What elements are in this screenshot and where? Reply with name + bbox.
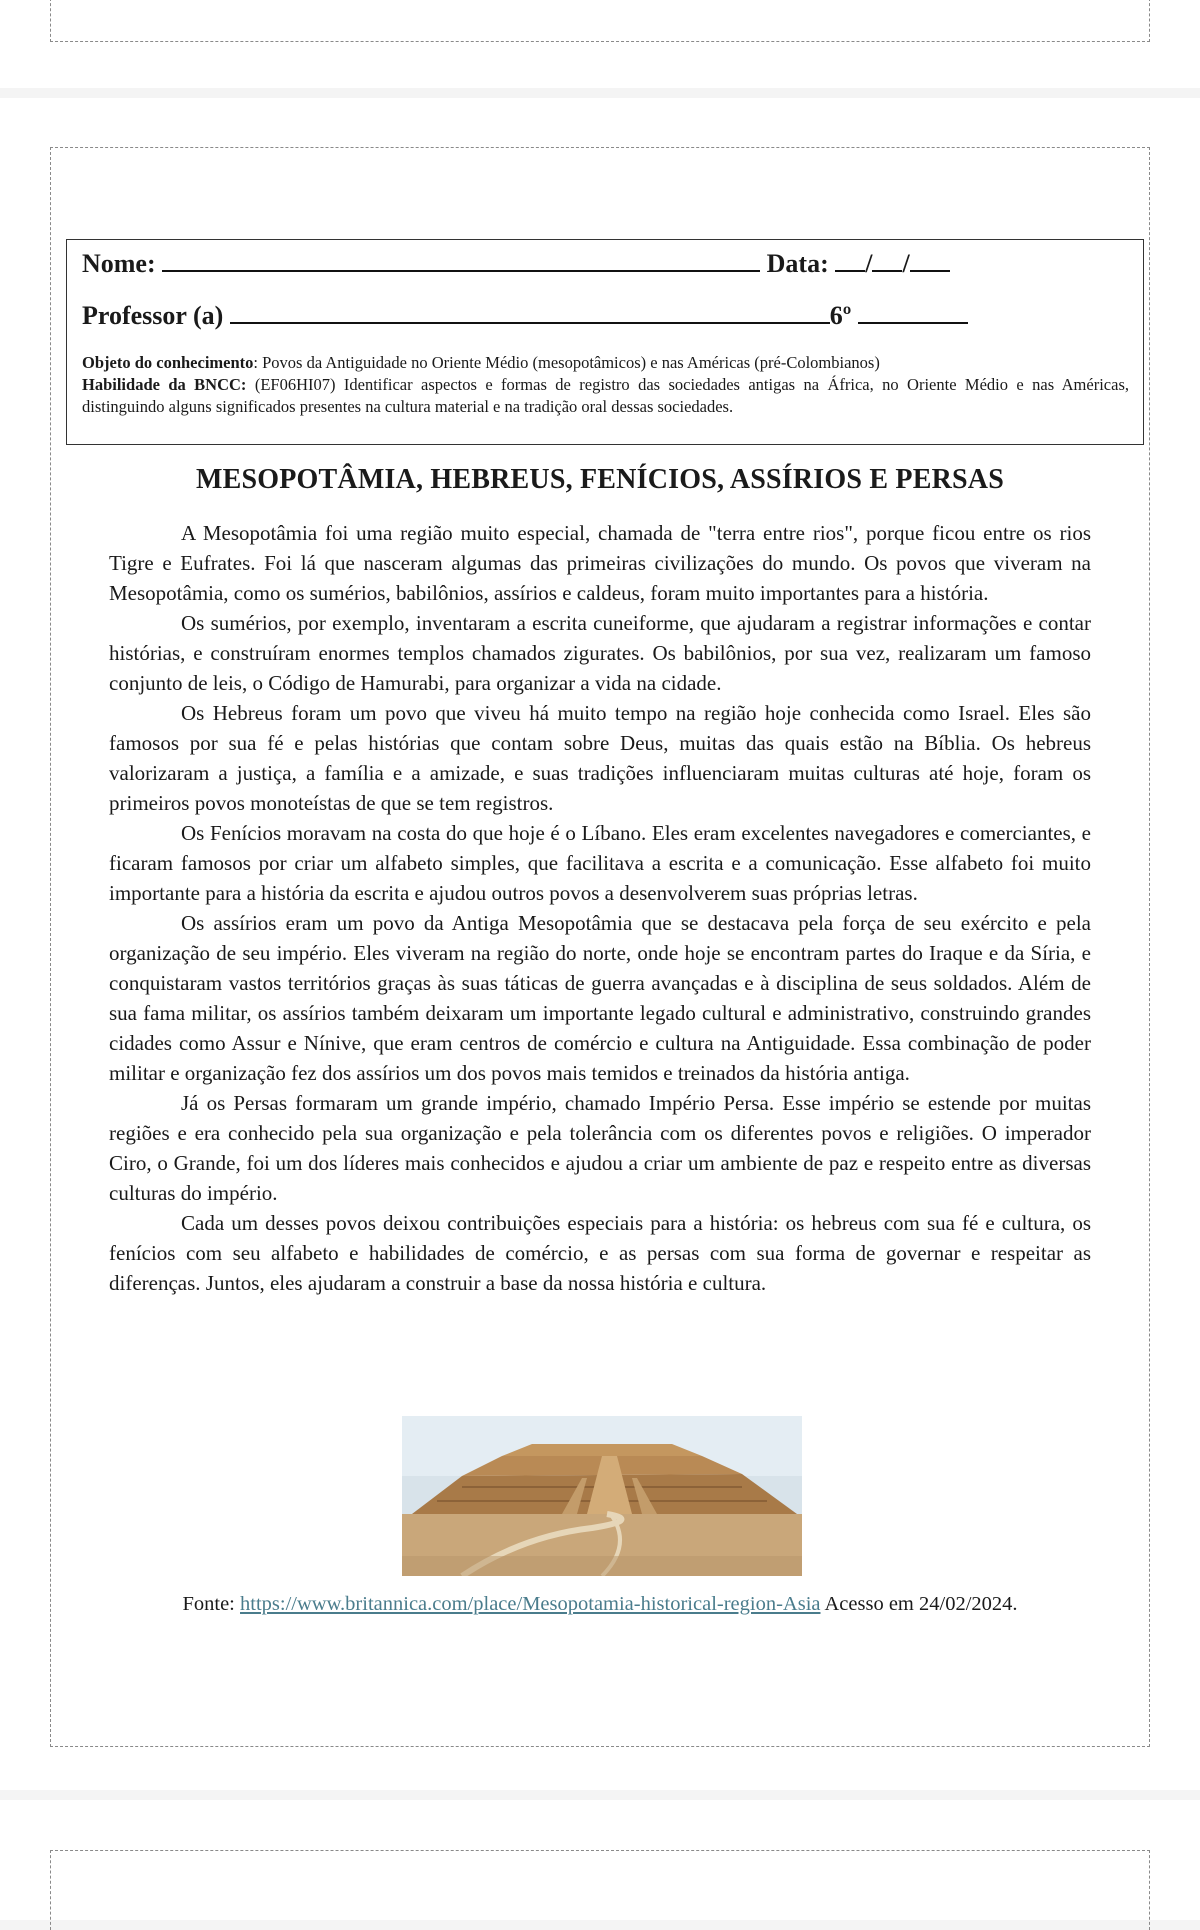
paragraph-conclusao: Cada um desses povos deixou contribuições especiais para a história: os hebreus com sua fé e cultura, os fenícios com seu alfabeto e habilidades de comércio, e as persas com sua forma de governar e respeitar as diferenças. Juntos, eles ajudaram a construir a base da nossa história e cultura.: [109, 1211, 1091, 1295]
class-blank-line[interactable]: [858, 300, 968, 324]
article-body: [109, 518, 1091, 1298]
previous-page-fragment: [0, 0, 1200, 88]
source-access-date: Acesso em 24/02/2024.: [820, 1593, 1018, 1615]
source-citation: [0, 1593, 1200, 1616]
habilidade-text: (EF06HI07) Identificar aspectos e formas de registro das sociedades antigas na África, no Oriente Médio e nas Américas, distinguindo alguns significados presentes na cultura material e na tradição oral dessas sociedades.: [82, 375, 1129, 416]
professor-blank-line[interactable]: [230, 300, 830, 324]
paragraph-fenicios: Os Fenícios moravam na costa do que hoje é o Líbano. Eles eram excelentes navegadores e comerciantes, e ficaram famosos por criar um alfabeto simples, que facilitava a escrita e a comunicação. Esse alfabeto foi muito importante para a história da escrita e ajudou outros povos a desenvolverem suas próprias letras.: [109, 821, 1091, 905]
next-page-fragment: [0, 1800, 1200, 1920]
name-date-row: [82, 248, 1128, 279]
professor-label: Professor (a): [82, 301, 224, 330]
paragraph-persas: Já os Persas formaram um grande império, chamado Império Persa. Esse império se estende por muitas regiões e era conhecido pela sua organização e pela tolerância com os diferentes povos e religiões. O imperador Ciro, o Grande, foi um dos líderes mais conhecidos e ajudou a criar um ambiente de paz e respeito entre as diversas culturas do império.: [109, 1091, 1091, 1205]
paragraph-hebreus: Os Hebreus foram um povo que viveu há muito tempo na região hoje conhecida como Israel. Eles são famosos por sua fé e pelas histórias que contam sobre Deus, muitas das quais estão na Bíblia. Os hebreus valorizaram a justiça, a família e a amizade, e suas tradições influenciaram muitas culturas até hoje, foram os primeiros povos monoteístas de que se tem registros.: [109, 701, 1091, 815]
source-link[interactable]: https://www.britannica.com/place/Mesopotamia-historical-region-Asia: [240, 1593, 821, 1615]
page-title: MESOPOTÂMIA, HEBREUS, FENÍCIOS, ASSÍRIOS E PERSAS: [196, 464, 1004, 495]
paragraph-sumerios: Os sumérios, por exemplo, inventaram a escrita cuneiforme, que ajudaram a registrar informações e contar histórias, e construíram enormes templos chamados zigurates. Os babilônios, por sua vez, realizaram um famoso conjunto de leis, o Código de Hamurabi, para organizar a vida na cidade.: [109, 611, 1091, 695]
habilidade-label: Habilidade da BNCC:: [82, 375, 247, 394]
ziggurat-photo: [402, 1416, 802, 1576]
grade-label: 6º: [829, 301, 852, 330]
date-separator: /: [902, 249, 910, 278]
professor-row: [82, 300, 1128, 331]
worksheet-page: [0, 98, 1200, 1790]
data-label: Data:: [766, 249, 829, 278]
nome-label: Nome:: [82, 249, 156, 278]
paragraph-mesopotamia: A Mesopotâmia foi uma região muito especial, chamada de "terra entre rios", porque ficou entre os rios Tigre e Eufrates. Foi lá que nasceram algumas das primeiras civilizações do mundo. Os povos que viveram na Mesopotâmia, como os sumérios, babilônios, assírios e caldeus, foram muito importantes para a história.: [109, 521, 1091, 605]
page-dashed-border: [50, 0, 1150, 42]
day-blank-line[interactable]: [835, 248, 865, 272]
page-dashed-border: [50, 1850, 1150, 1930]
year-blank-line[interactable]: [910, 248, 950, 272]
month-blank-line[interactable]: [872, 248, 902, 272]
ziggurat-illustration: [402, 1416, 802, 1576]
source-prefix: Fonte:: [182, 1593, 241, 1615]
curriculum-info: [82, 352, 1129, 418]
nome-blank-line[interactable]: [162, 248, 760, 272]
paragraph-assirios: Os assírios eram um povo da Antiga Mesopotâmia que se destacava pela força de seu exército e pela organização de seu império. Eles viveram na região do norte, onde hoje se encontram partes do Iraque e da Síria, e conquistaram vastos territórios graças às suas táticas de guerra avançadas e à disciplina de seus soldados. Além de sua fama militar, os assírios também deixaram um importante legado cultural e administrativo, construindo grandes cidades como Assur e Nínive, que eram centros de comércio e cultura na Antiguidade. Essa combinação de poder militar e organização fez dos assírios um dos povos mais temidos e treinados da história antiga.: [109, 911, 1091, 1085]
student-info-box: [66, 239, 1144, 445]
date-separator: /: [865, 249, 873, 278]
objeto-text: : Povos da Antiguidade no Oriente Médio (mesopotâmicos) e nas Américas (pré-Colombianos): [253, 353, 880, 372]
objeto-label: Objeto do conhecimento: [82, 353, 254, 372]
